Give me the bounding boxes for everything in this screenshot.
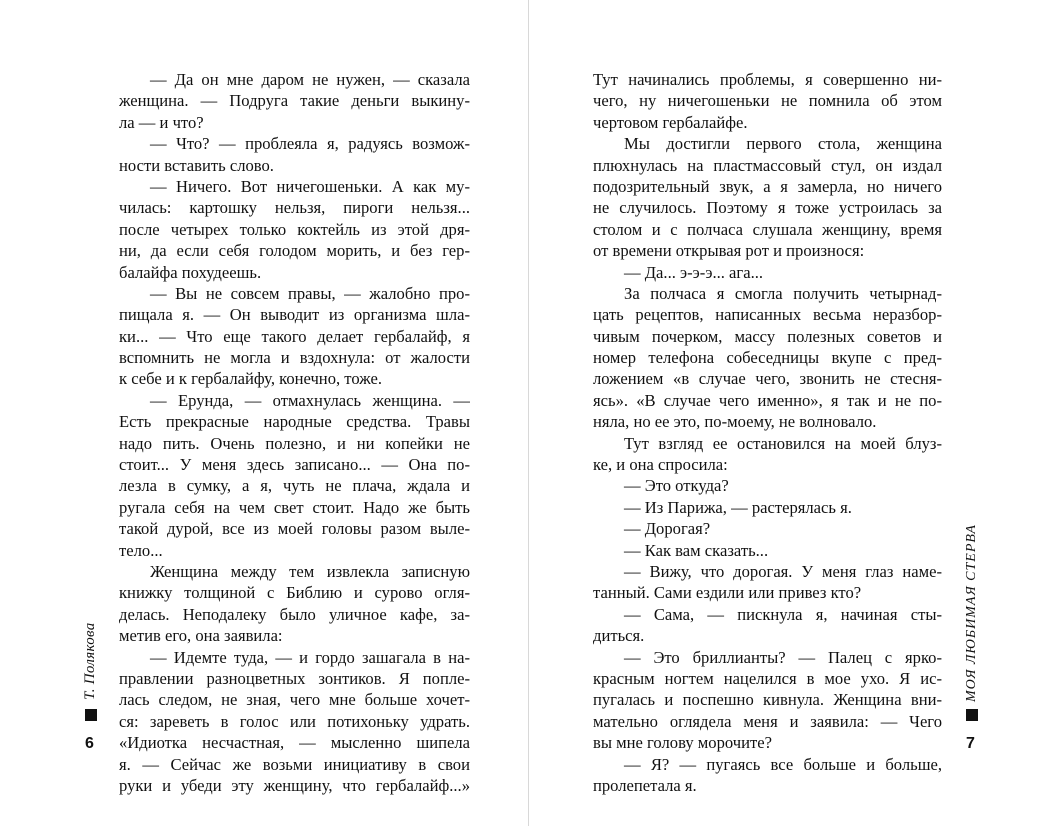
text-line: такой дурой, все из моей головы разом выле- xyxy=(119,519,470,539)
text-line: лезла в сумку, а я, чуть не плача, ждала и xyxy=(119,476,470,496)
text-line: чертовом гербалайфе. xyxy=(593,112,748,132)
left-page-number: 6 xyxy=(85,735,94,752)
text-line: к себе и к гербалайфу, конечно, тоже. xyxy=(119,369,382,389)
text-line: пролепетала я. xyxy=(593,775,697,795)
text-line: вы мне голову морочите? xyxy=(593,733,772,753)
text-line: столом и с полчаса слушала женщину, время xyxy=(593,219,942,239)
text-line: Есть прекрасные народные средства. Травы xyxy=(119,412,470,432)
text-line: надо пить. Очень полезно, и ни копейки не xyxy=(119,433,470,453)
text-line: ругала себя на чем свет стоит. Надо же быть xyxy=(119,497,470,517)
page-fold xyxy=(528,0,529,826)
text-line: ла — и что? xyxy=(119,112,204,132)
text-line: няла, но ее это, по-моему, не волновало. xyxy=(593,412,877,432)
text-line: За полчаса я смогла получить четырнад- xyxy=(624,283,942,303)
text-line: танный. Сами ездили или привез кто? xyxy=(593,583,862,603)
right-running-head: МОЯ ЛЮБИМАЯ СТЕРВА xyxy=(964,524,979,702)
text-line: — Это откуда? xyxy=(624,476,729,496)
text-line: Женщина между тем извлекла записную xyxy=(150,561,470,581)
text-line: чего, ну ничегошеньки не помнила об этом xyxy=(593,91,942,111)
text-line: чилась: картошку нельзя, пироги нельзя... xyxy=(119,198,470,218)
right-page-number: 7 xyxy=(966,735,975,752)
text-line: метив его, она заявила: xyxy=(119,626,283,646)
text-line: Тут взгляд ее остановился на моей блуз- xyxy=(624,433,942,453)
text-line: цать рецептов, написанных весьма неразбор- xyxy=(593,305,942,325)
text-line: чивым почерком, массу полезных советов и xyxy=(593,326,942,346)
text-line: после четырех только коктейль из этой дря- xyxy=(119,219,470,239)
text-line: стоит... У меня здесь записано... — Она по- xyxy=(119,455,470,475)
right-square-marker xyxy=(966,709,978,721)
text-line: делась. Неподалеку было уличное кафе, за- xyxy=(119,604,470,624)
text-line: ни, да если себя голодом морить, и без гер- xyxy=(119,241,470,261)
text-line: пугалась и поспешно кивнула. Женщина вни- xyxy=(593,690,942,710)
text-line: красным ногтем нацелился в мое ухо. Я ис- xyxy=(593,668,942,688)
text-line: от времени открывая рот и произнося: xyxy=(593,241,865,261)
text-line: «Идиотка несчастная, — мысленно шипела xyxy=(119,733,470,753)
text-line: — Я? — пугаясь все больше и больше, xyxy=(624,754,942,774)
text-line: — Ерунда, — отмахнулась женщина. — xyxy=(150,390,470,410)
text-line: не случилось. Поэтому я тоже устроилась за xyxy=(593,198,942,218)
text-line: Мы достигли первого стола, женщина xyxy=(624,134,942,154)
text-line: ности вставить слово. xyxy=(119,155,274,175)
text-line: — Ничего. Вот ничегошеньки. А как му- xyxy=(150,176,470,196)
text-line: ложением «в случае чего, звонить не стесня- xyxy=(593,369,942,389)
left-running-head: Т. Полякова xyxy=(82,622,98,700)
text-line: плюхнулась на пластмассовый стул, он издал xyxy=(593,155,942,175)
text-line: вспомнить не могла и вздохнула: от жалости xyxy=(119,348,470,368)
text-line: тело... xyxy=(119,540,163,560)
text-line: книжку толщиной с Библию и сурово огля- xyxy=(119,583,470,603)
text-line: женщина. — Подруга такие деньги выкину- xyxy=(119,91,470,111)
right-page-body xyxy=(593,69,942,796)
text-line: балайфа похудеешь. xyxy=(119,262,262,282)
text-line: — Вижу, что дорогая. У меня глаз наме- xyxy=(624,561,942,581)
text-line: — Сама, — пискнула я, начиная сты- xyxy=(624,604,942,624)
text-line: — Из Парижа, — растерялась я. xyxy=(624,497,852,517)
text-line: ки... — Что еще такого делает гербалайф, я xyxy=(119,326,470,346)
text-line: — Как вам сказать... xyxy=(624,540,769,560)
text-line: мательно оглядела меня и заявила: — Чего xyxy=(593,711,942,731)
text-line: я. — Сейчас же возьми инициативу в свои xyxy=(119,754,470,774)
text-line: ке, и она спросила: xyxy=(593,455,728,475)
left-page-body xyxy=(119,69,470,796)
text-line: — Это бриллианты? — Палец с ярко- xyxy=(624,647,942,667)
text-line: — Идемте туда, — и гордо зашагала в на- xyxy=(150,647,470,667)
text-line: пищала я. — Он выводит из организма шла- xyxy=(119,305,470,325)
text-line: ясь». «В случае чего именно», я так и не по- xyxy=(593,390,942,410)
left-square-marker xyxy=(85,709,97,721)
text-line: — Да... э-э-э... ага... xyxy=(624,262,764,282)
text-line: — Что? — проблеяла я, радуясь возмож- xyxy=(150,134,470,154)
text-line: ся: зареветь в голос или потихоньку удрать. xyxy=(119,711,470,731)
text-line: номер телефона собеседницы вкупе с пред- xyxy=(593,348,942,368)
text-line: подозрительный звук, а я замерла, но ничего xyxy=(593,176,942,196)
text-line: — Да он мне даром не нужен, — сказала xyxy=(150,70,470,89)
text-line: Тут начинались проблемы, я совершенно ни- xyxy=(593,70,942,89)
text-line: лась следом, не зная, чего мне больше хочет- xyxy=(119,690,470,710)
text-line: правлении разноцветных зонтиков. Я попле- xyxy=(119,668,470,688)
text-line: руки и убеди эту женщину, что гербалайф...» xyxy=(119,775,470,795)
text-line: — Дорогая? xyxy=(624,519,711,539)
text-line: — Вы не совсем правы, — жалобно про- xyxy=(150,283,470,303)
text-line: диться. xyxy=(593,626,645,646)
